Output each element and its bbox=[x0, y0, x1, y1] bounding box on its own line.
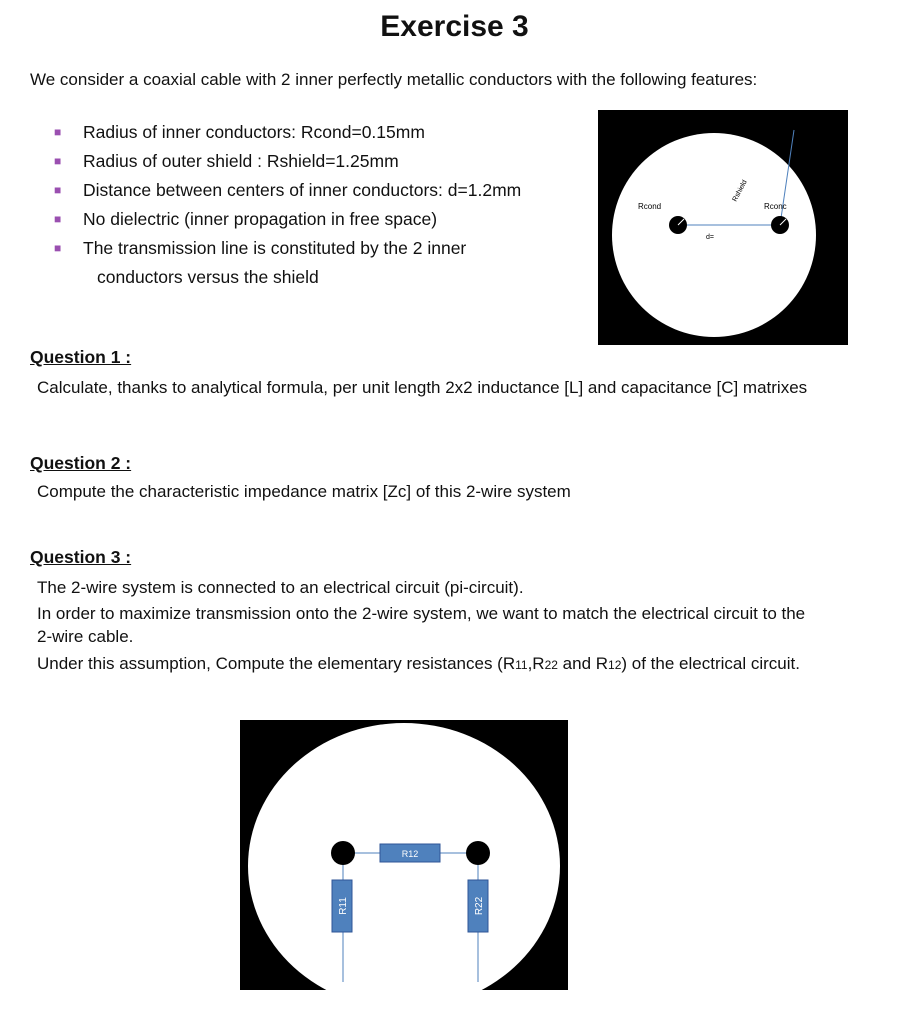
intro-paragraph: We consider a coaxial cable with 2 inner perfectly metallic conductors with the following features: bbox=[30, 70, 758, 89]
outer-shield bbox=[612, 133, 816, 337]
question-1-heading: Question 1 : bbox=[30, 347, 132, 367]
coax-cross-section-figure bbox=[598, 110, 848, 345]
bullet-icon: ■ bbox=[54, 241, 62, 255]
question-3-heading: Question 3 : bbox=[30, 547, 132, 567]
question-3-paragraph-3: Under this assumption, Compute the elementary resistances (R11,R22 and R12) of the electrical circuit. bbox=[37, 654, 800, 673]
list-item: ■ No dielectric (inner propagation in free space) bbox=[50, 205, 610, 234]
question-2-heading: Question 2 : bbox=[30, 453, 132, 473]
list-item: ■ Radius of outer shield : Rshield=1.25mm bbox=[50, 147, 610, 176]
question-3-paragraph-1: The 2-wire system is connected to an electrical circuit (pi-circuit). bbox=[37, 578, 524, 597]
question-2-text: Compute the characteristic impedance matrix [Zc] of this 2-wire system bbox=[37, 482, 571, 501]
rcond-right-label: Rconc bbox=[764, 202, 787, 211]
resistor-r22-label: R22 bbox=[474, 896, 485, 916]
features-list bbox=[50, 118, 610, 292]
inner-conductor-right bbox=[466, 841, 490, 865]
bullet-icon: ■ bbox=[54, 154, 62, 168]
question-1-text: Calculate, thanks to analytical formula, per unit length 2x2 inductance [L] and capacitance [C] matrixes bbox=[37, 378, 808, 397]
inner-conductor-left bbox=[331, 841, 355, 865]
rshield-label: Rshield bbox=[731, 179, 749, 203]
bullet-icon: ■ bbox=[54, 125, 62, 139]
list-item: ■ The transmission line is constituted by the 2 inner conductors versus the shield bbox=[50, 234, 610, 292]
list-item: ■ Distance between centers of inner conductors: d=1.2mm bbox=[50, 176, 610, 205]
resistor-r12-label: R12 bbox=[401, 849, 419, 859]
question-3-paragraph-2: In order to maximize transmission onto the 2-wire system, we want to match the electrical circuit to the 2-wire cable. bbox=[37, 604, 806, 646]
list-item-continuation: conductors versus the shield bbox=[97, 267, 319, 287]
resistor-r11-label: R11 bbox=[338, 897, 349, 915]
list-item: ■ Radius of inner conductors: Rcond=0.15mm bbox=[50, 118, 610, 147]
bullet-icon: ■ bbox=[54, 183, 62, 197]
rcond-left-label: Rcond bbox=[638, 202, 662, 211]
distance-label: d= bbox=[706, 234, 714, 241]
pi-circuit-figure bbox=[240, 720, 568, 990]
page-title: Exercise 3 bbox=[380, 10, 529, 43]
tick-mark: ı bbox=[819, 206, 821, 212]
bullet-icon: ■ bbox=[54, 212, 62, 226]
